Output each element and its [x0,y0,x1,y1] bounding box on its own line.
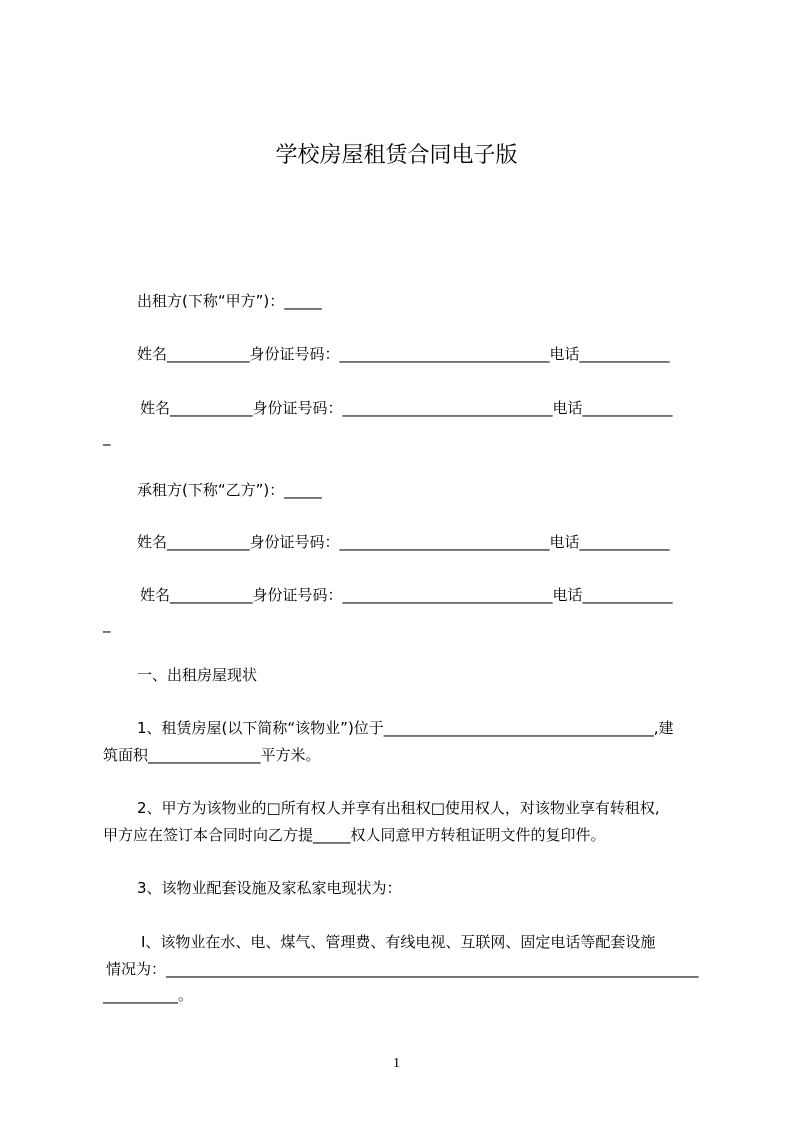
lessor-row-2: 姓名___________身份证号码：____________________________电话____________ [140,399,673,417]
clause-3-item-1-line-1: Ⅰ、该物业在水、电、煤气、管理费、有线电视、互联网、固定电话等配套设施 [141,933,656,951]
lessee-row-1: 姓名___________身份证号码：____________________________电话____________ [137,533,670,551]
lessee-row-2: 姓名___________身份证号码：____________________________电话____________ [140,586,673,604]
section-1-heading: 一、出租房屋现状 [137,666,258,684]
clause-2-line-2: 甲方应在签订本合同时向乙方提_____权人同意甲方转租证明文件的复印件。 [103,826,606,844]
clause-3: 3、该物业配套设施及家私家电现状为： [137,879,402,897]
page-number: 1 [393,1056,400,1071]
document-title: 学校房屋租赁合同电子版 [275,143,518,168]
clause-3-item-1-line-3: __________。 [103,986,194,1004]
clause-3-item-1-line-2: 情况为：_______________________________________________________________________ [106,960,699,978]
lessor-row-1: 姓名___________身份证号码：____________________________电话____________ [137,345,670,363]
clause-1-line-1: 1、租赁房屋(以下简称“该物业”)位于____________________________________,建 [137,719,674,737]
lessor-label: 出租方(下称“甲方”)：_____ [137,292,322,310]
clause-1-line-2: 筑面积_______________平方米。 [103,746,321,764]
clause-2-line-1: 2、甲方为该物业的□所有权人并享有出租权□使用权人，对该物业享有转租权, [137,799,660,817]
lessee-row-2-tail: _ [103,615,111,633]
lessee-label: 承租方(下称“乙方”)：_____ [137,481,322,499]
lessor-row-2-tail: _ [103,428,111,446]
